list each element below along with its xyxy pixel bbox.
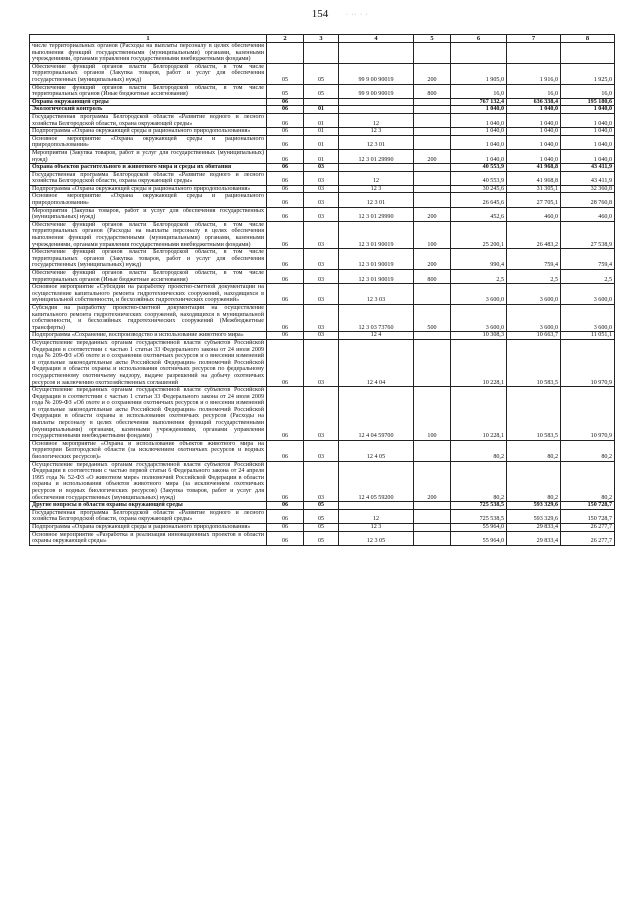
table-row [30,113,615,127]
table-row [30,284,615,305]
row-description: Экологический контроль [30,106,267,114]
amount-year-1: 2,5 [451,270,507,284]
amount-year-1: 1 040,0 [451,128,507,136]
section-code [267,43,304,64]
expense-type-code: 200 [414,63,451,84]
amount-year-1: 3 600,0 [451,304,507,331]
amount-year-1: 452,6 [451,207,507,221]
subsection-code: 01 [304,149,339,163]
table-row [30,106,615,114]
expense-type-code: 800 [414,84,451,98]
target-article-code [339,98,414,106]
row-description: Основное мероприятие «Охрана окружающей среды и рационального природопользования» [30,193,267,207]
target-article-code: 12 3 [339,523,414,531]
amount-year-3: 43 411,9 [561,164,615,172]
table-row [30,332,615,340]
target-article-code [339,43,414,64]
amount-year-2: 1 916,0 [507,63,561,84]
expense-type-code [414,339,451,386]
amount-year-3: 10 970,9 [561,387,615,441]
subsection-code: 05 [304,84,339,98]
target-article-code [339,502,414,510]
table-row [30,185,615,193]
table-row [30,221,615,248]
amount-year-2: 1 040,0 [507,113,561,127]
amount-year-1: 3 600,0 [451,284,507,305]
table-row [30,193,615,207]
table-header-row [30,35,615,43]
amount-year-2: 460,0 [507,207,561,221]
amount-year-2: 10 663,7 [507,332,561,340]
subsection-code [304,98,339,106]
amount-year-3: 26 277,7 [561,523,615,531]
target-article-code: 12 3 01 [339,135,414,149]
target-article-code: 12 4 04 [339,339,414,386]
target-article-code: 12 3 [339,185,414,193]
row-description: Основное мероприятие «Охрана и использование объектов животного мира на территории Белгородской области (за исключением охотничьих ресурсов и водных биологических ресурсов)» [30,440,267,461]
subsection-code: 03 [304,304,339,331]
section-code: 06 [267,193,304,207]
amount-year-3: 1 040,0 [561,106,615,114]
table-row [30,164,615,172]
expense-type-code [414,171,451,185]
expense-type-code [414,502,451,510]
subsection-code: 05 [304,531,339,545]
amount-year-2: 636 338,4 [507,98,561,106]
amount-year-2: 26 483,2 [507,221,561,248]
amount-year-2: 3 600,0 [507,284,561,305]
subsection-code: 03 [304,171,339,185]
amount-year-1: 990,4 [451,249,507,270]
section-code: 06 [267,113,304,127]
expense-type-code: 100 [414,221,451,248]
row-description: Другие вопросы в области охраны окружающей среды [30,502,267,510]
amount-year-1: 55 964,0 [451,531,507,545]
amount-year-1: 725 538,5 [451,509,507,523]
row-description: Подпрограмма «Охрана окружающей среды и рационального природопользования» [30,128,267,136]
amount-year-3: 32 360,8 [561,185,615,193]
amount-year-2: 31 305,1 [507,185,561,193]
subsection-code: 01 [304,128,339,136]
section-code: 06 [267,106,304,114]
target-article-code: 12 3 03 [339,284,414,305]
table-row [30,63,615,84]
amount-year-3: 2,5 [561,270,615,284]
subsection-code: 03 [304,249,339,270]
target-article-code: 12 [339,171,414,185]
amount-year-1: 10 308,3 [451,332,507,340]
section-code: 06 [267,523,304,531]
section-code: 05 [267,63,304,84]
table-row [30,509,615,523]
target-article-code: 12 3 03 73760 [339,304,414,331]
section-code: 06 [267,304,304,331]
expense-type-code [414,332,451,340]
section-code: 06 [267,207,304,221]
amount-year-2: 29 833,4 [507,531,561,545]
row-description: Обеспечение функций органов власти Белгородской области, в том числе территориальных органов (Иные бюджетные ассигнования) [30,84,267,98]
amount-year-1: 1 905,0 [451,63,507,84]
expense-type-code [414,164,451,172]
table-row [30,171,615,185]
section-code: 06 [267,332,304,340]
row-description: Государственная программа Белгородской области «Развитие водного и лесного хозяйства Белгородской области, охрана окружающей среды» [30,171,267,185]
amount-year-1: 40 553,9 [451,171,507,185]
expense-type-code [414,135,451,149]
section-code: 06 [267,509,304,523]
expense-type-code: 200 [414,461,451,502]
amount-year-3: 1 040,0 [561,128,615,136]
subsection-code: 03 [304,387,339,441]
expense-type-code: 200 [414,149,451,163]
amount-year-3: 460,0 [561,207,615,221]
amount-year-3: 150 728,7 [561,502,615,510]
row-description: Обеспечение функций органов власти Белгородской области, в том числе территориальных органов (Иные бюджетные ассигнования) [30,270,267,284]
table-row [30,304,615,331]
amount-year-1: 26 645,6 [451,193,507,207]
amount-year-3 [561,43,615,64]
row-description: Основное мероприятие «Субсидии на разработку проектно-сметной документации на осуществление капитального ремонта гидротехнических сооружений, находящихся в муниципальной собственности, и бесхозяйных гидротехнических сооружений» [30,284,267,305]
page-number: 154 [311,8,329,20]
section-code: 06 [267,221,304,248]
target-article-code: 12 3 01 [339,193,414,207]
amount-year-2: 593 329,6 [507,509,561,523]
section-code: 06 [267,531,304,545]
target-article-code: 12 4 05 59200 [339,461,414,502]
amount-year-1: 80,2 [451,461,507,502]
amount-year-3: 11 051,1 [561,332,615,340]
section-code: 06 [267,461,304,502]
amount-year-2: 1 040,0 [507,135,561,149]
amount-year-2: 1 040,0 [507,106,561,114]
expense-type-code [414,531,451,545]
amount-year-1: 80,2 [451,440,507,461]
expense-type-code [414,43,451,64]
subsection-code: 03 [304,332,339,340]
handwritten-mark: · ·· · · [346,12,369,18]
subsection-code: 05 [304,63,339,84]
row-description: Государственная программа Белгородской области «Развитие водного и лесного хозяйства Белгородской области, охрана окружающей среды» [30,509,267,523]
target-article-code: 12 3 01 90019 [339,249,414,270]
row-description: Государственная программа Белгородской области «Развитие водного и лесного хозяйства Белгородской области, охрана окружающей среды» [30,113,267,127]
column-header: 6 [451,35,507,43]
table-row [30,249,615,270]
amount-year-2: 3 600,0 [507,304,561,331]
subsection-code: 03 [304,207,339,221]
expense-type-code [414,113,451,127]
row-description: Осуществление переданных органам государственной власти субъектов Российской Федерации в соответствии с частью 1 статьи 33 Федерального закона от 24 июля 2009 года № 209-ФЗ «Об охоте и о сохранении охотничьих ресурсов и о внесении изменений в отдельные законодательные акты Российской Федерации» полномочий Российской Федерации в области охраны и использования охотничьих ресурсов по федеральному государственному охотничьему надзору, выдаче разрешений на добычу охотничьих ресурсов и заключению охотхозяйственных соглашений [30,339,267,386]
column-header: 2 [267,35,304,43]
target-article-code: 12 4 [339,332,414,340]
amount-year-2: 29 833,4 [507,523,561,531]
row-description: Обеспечение функций органов власти Белгородской области, в том числе территориальных органов (Закупка товаров, работ и услуг для обеспечения государственных (муниципальных) нужд) [30,249,267,270]
section-code: 06 [267,185,304,193]
amount-year-3: 16,0 [561,84,615,98]
target-article-code: 12 3 01 90019 [339,221,414,248]
row-description: Подпрограмма «Сохранение, воспроизводство и использование животного мира» [30,332,267,340]
row-description: Основное мероприятие «Охрана окружающей среды и рационального природопользования» [30,135,267,149]
subsection-code: 03 [304,164,339,172]
amount-year-3: 27 538,9 [561,221,615,248]
expense-type-code: 200 [414,249,451,270]
section-code: 05 [267,84,304,98]
amount-year-2: 16,0 [507,84,561,98]
budget-table [29,34,615,546]
subsection-code: 03 [304,440,339,461]
expense-type-code: 500 [414,304,451,331]
column-header: 1 [30,35,267,43]
amount-year-3: 150 728,7 [561,509,615,523]
column-header: 4 [339,35,414,43]
expense-type-code [414,193,451,207]
expense-type-code: 100 [414,387,451,441]
target-article-code: 12 3 [339,128,414,136]
target-article-code: 12 4 05 [339,440,414,461]
subsection-code: 01 [304,135,339,149]
table-row [30,440,615,461]
subsection-code: 05 [304,523,339,531]
amount-year-2: 80,2 [507,461,561,502]
expense-type-code [414,185,451,193]
amount-year-2: 27 705,1 [507,193,561,207]
target-article-code: 12 [339,113,414,127]
amount-year-3: 43 411,9 [561,171,615,185]
target-article-code: 12 3 05 [339,531,414,545]
amount-year-2: 2,5 [507,270,561,284]
section-code: 06 [267,387,304,441]
target-article-code: 12 3 01 90019 [339,270,414,284]
section-code: 06 [267,164,304,172]
amount-year-1: 40 553,9 [451,164,507,172]
amount-year-1: 10 228,1 [451,387,507,441]
amount-year-1: 1 040,0 [451,135,507,149]
section-code: 06 [267,128,304,136]
amount-year-1: 1 040,0 [451,149,507,163]
target-article-code: 99 9 00 90019 [339,63,414,84]
subsection-code: 03 [304,284,339,305]
table-row [30,135,615,149]
row-description: Осуществление переданных органам государственной власти субъектов Российской Федерации в соответствии с частью 1 статьи 33 Федерального закона от 24 июля 2009 года № 209-ФЗ «Об охоте и о сохранении охотничьих ресурсов и о внесении изменений в отдельные законодательные акты Российской Федерации» полномочий Российской Федерации в области охраны и использования охотничьих ресурсов (Расходы на выплаты персоналу в целях обеспечения выполнения функций государственными (муниципальными) органами, казенными учреждениями, органами управления государственными внебюджетными фондами) [30,387,267,441]
row-description: Обеспечение функций органов власти Белгородской области, в том числе территориальных органов (Расходы на выплаты персоналу в целях обеспечения выполнения функций государственными (муниципальными) органами, казенными учреждениями, органами управления государственными внебюджетными фондами) [30,221,267,248]
row-description: числе территориальных органов (Расходы на выплаты персоналу в целях обеспечения выполнения функций государственными (муниципальными) органами, казенными учреждениями, органами управления государственными внебюджетными фондами) [30,43,267,64]
amount-year-2: 1 040,0 [507,149,561,163]
row-description: Охрана объектов растительного и животного мира и среды их обитания [30,164,267,172]
section-code: 06 [267,149,304,163]
expense-type-code [414,523,451,531]
row-description: Основное мероприятие «Разработка и реализация инновационных проектов в области охраны окружающей среды» [30,531,267,545]
column-header: 7 [507,35,561,43]
subsection-code: 03 [304,185,339,193]
expense-type-code: 200 [414,207,451,221]
expense-type-code [414,284,451,305]
amount-year-3: 28 760,8 [561,193,615,207]
table-row [30,43,615,64]
amount-year-1: 725 538,5 [451,502,507,510]
section-code: 06 [267,502,304,510]
table-row [30,523,615,531]
subsection-code: 05 [304,502,339,510]
table-row [30,461,615,502]
column-header: 5 [414,35,451,43]
table-row [30,531,615,545]
subsection-code: 01 [304,106,339,114]
row-description: Субсидия на разработку проектно-сметной документации на осуществление капитального ремонта гидротехнических сооружений, находящихся в муниципальной собственности, и бесхозяйных гидротехнических сооружений (Межбюджетные трансферты) [30,304,267,331]
amount-year-1: 25 200,1 [451,221,507,248]
table-row [30,84,615,98]
table-row [30,207,615,221]
amount-year-3: 1 925,0 [561,63,615,84]
amount-year-3: 3 600,0 [561,284,615,305]
amount-year-2: 1 040,0 [507,128,561,136]
target-article-code: 99 9 00 90019 [339,84,414,98]
table-row [30,98,615,106]
target-article-code: 12 3 01 29990 [339,207,414,221]
expense-type-code [414,106,451,114]
row-description: Мероприятия (Закупка товаров, работ и услуг для обеспечения государственных (муниципальных) нужд) [30,207,267,221]
section-code: 06 [267,249,304,270]
amount-year-2: 759,4 [507,249,561,270]
table-row [30,339,615,386]
row-description: Осуществление переданных органам государственной власти субъектов Российской Федерации в соответствии с частью первой статьи 6 Федерального закона от 24 апреля 1995 года № 52-ФЗ «О животном мире» полномочий Российской Федерации в области охраны и использования объектов животного мира (за исключением охотничьих ресурсов и водных биологических ресурсов) (Закупка товаров, работ и услуг для обеспечения государственных (муниципальных) нужд) [30,461,267,502]
subsection-code: 03 [304,193,339,207]
amount-year-3: 26 277,7 [561,531,615,545]
target-article-code: 12 3 01 29990 [339,149,414,163]
table-row [30,502,615,510]
target-article-code [339,106,414,114]
section-code: 06 [267,270,304,284]
amount-year-2: 41 968,8 [507,171,561,185]
column-header: 3 [304,35,339,43]
target-article-code: 12 4 04 59700 [339,387,414,441]
target-article-code: 12 [339,509,414,523]
amount-year-3: 80,2 [561,461,615,502]
row-description: Подпрограмма «Охрана окружающей среды и рационального природопользования» [30,523,267,531]
subsection-code: 03 [304,221,339,248]
amount-year-3: 80,2 [561,440,615,461]
amount-year-3: 10 970,9 [561,339,615,386]
amount-year-2: 80,2 [507,440,561,461]
table-row [30,128,615,136]
amount-year-3: 195 180,6 [561,98,615,106]
section-code: 06 [267,284,304,305]
expense-type-code [414,128,451,136]
section-code: 06 [267,171,304,185]
row-description: Охрана окружающей среды [30,98,267,106]
amount-year-2: 10 583,5 [507,339,561,386]
subsection-code: 05 [304,509,339,523]
section-code: 06 [267,98,304,106]
amount-year-1: 30 245,6 [451,185,507,193]
amount-year-3: 759,4 [561,249,615,270]
subsection-code: 03 [304,339,339,386]
table-row [30,149,615,163]
amount-year-1: 767 132,4 [451,98,507,106]
table-row [30,387,615,441]
amount-year-1: 1 040,0 [451,106,507,114]
target-article-code [339,164,414,172]
amount-year-2: 41 968,8 [507,164,561,172]
column-header: 8 [561,35,615,43]
subsection-code: 01 [304,113,339,127]
section-code: 06 [267,135,304,149]
section-code: 06 [267,440,304,461]
row-description: Мероприятия (Закупка товаров, работ и услуг для государственных (муниципальных) нужд) [30,149,267,163]
subsection-code: 03 [304,461,339,502]
amount-year-3: 1 040,0 [561,149,615,163]
section-code: 06 [267,339,304,386]
expense-type-code [414,98,451,106]
amount-year-2: 10 583,5 [507,387,561,441]
subsection-code [304,43,339,64]
row-description: Подпрограмма «Охрана окружающей среды и рационального природопользования» [30,185,267,193]
amount-year-1: 10 228,1 [451,339,507,386]
expense-type-code [414,509,451,523]
amount-year-3: 3 600,0 [561,304,615,331]
expense-type-code [414,440,451,461]
amount-year-3: 1 040,0 [561,135,615,149]
subsection-code: 03 [304,270,339,284]
amount-year-1 [451,43,507,64]
amount-year-1: 55 964,0 [451,523,507,531]
amount-year-3: 1 040,0 [561,113,615,127]
expense-type-code: 800 [414,270,451,284]
row-description: Обеспечение функций органов власти Белгородской области, в том числе территориальных органов (Закупка товаров, работ и услуг для обеспечения государственных (муниципальных) нужд) [30,63,267,84]
table-row [30,270,615,284]
amount-year-2: 593 329,6 [507,502,561,510]
amount-year-1: 16,0 [451,84,507,98]
amount-year-2 [507,43,561,64]
amount-year-1: 1 040,0 [451,113,507,127]
